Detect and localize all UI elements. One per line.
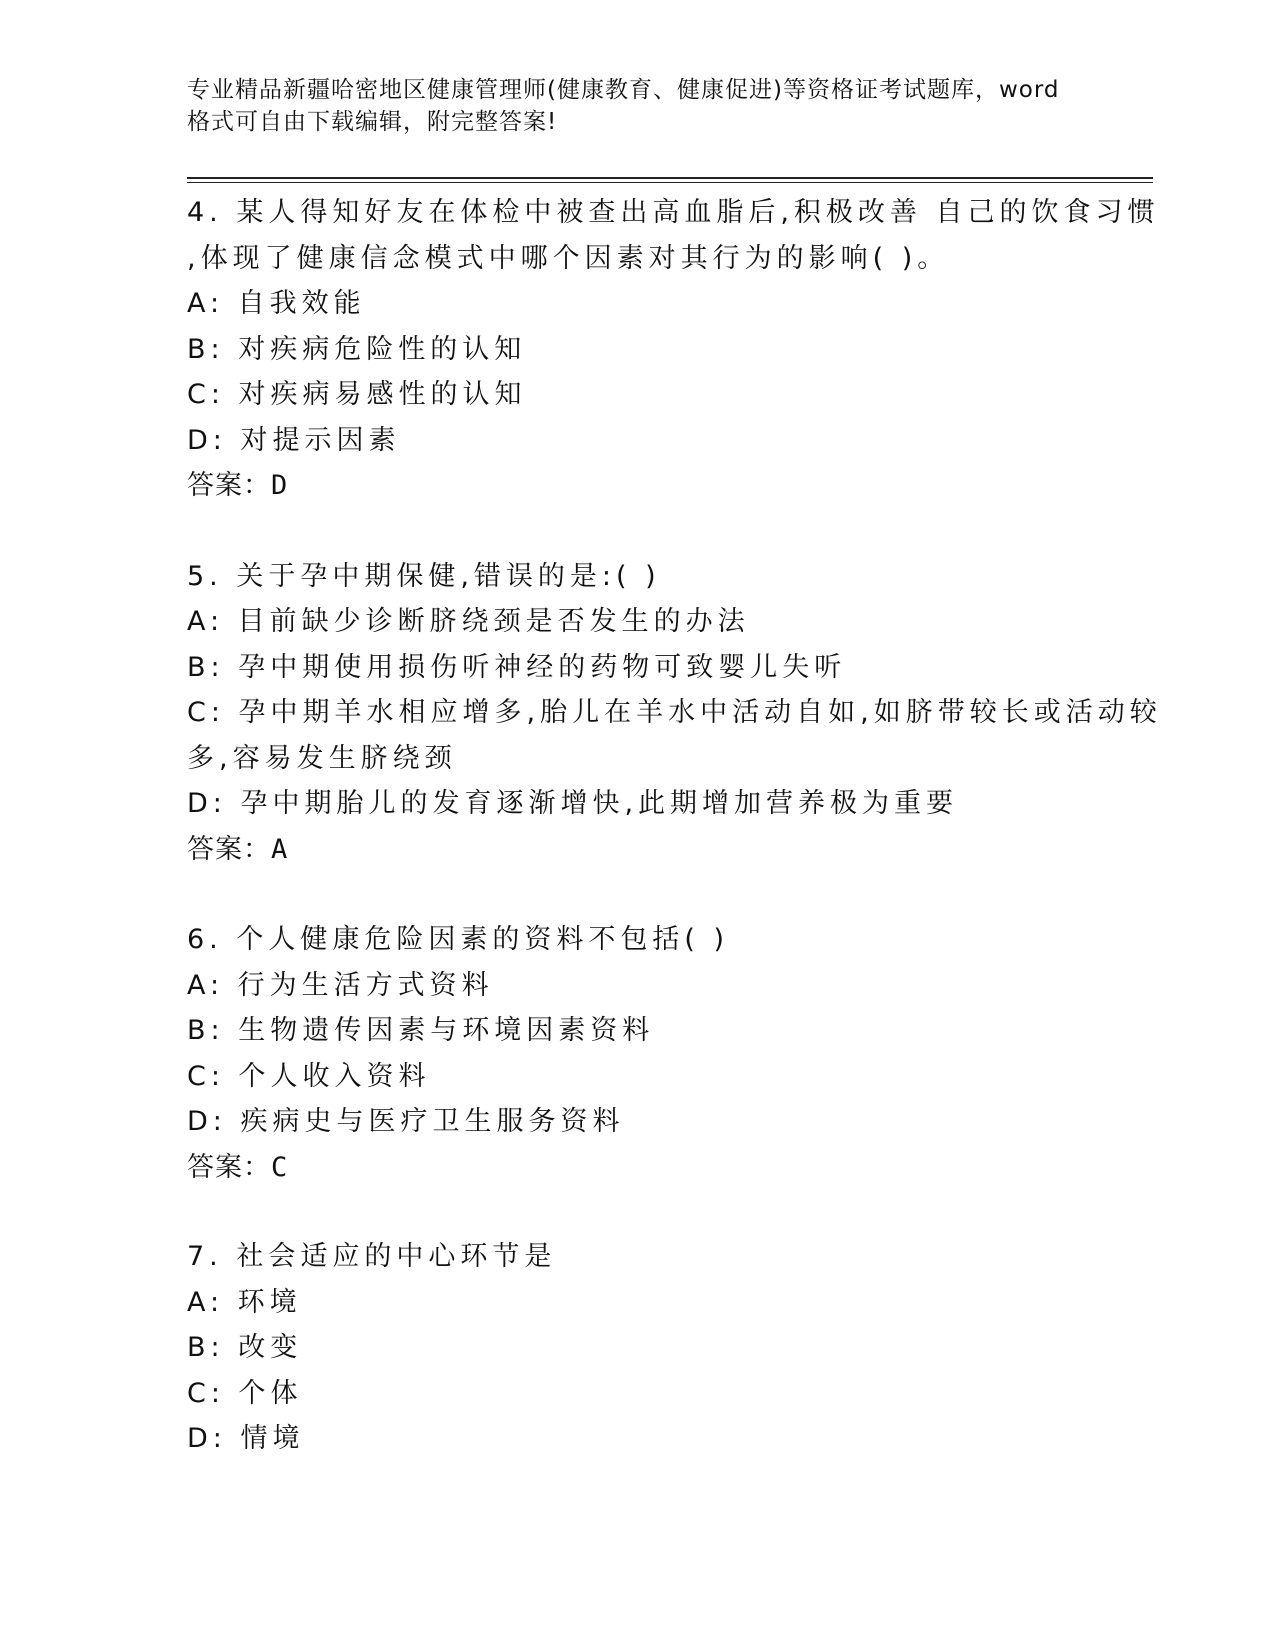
option-d: D: 孕中期胎儿的发育逐渐增快,此期增加营养极为重要 <box>187 788 959 819</box>
spacer <box>187 1190 1087 1234</box>
option-d: D: 对提示因素 <box>187 424 401 456</box>
question-block-7 <box>187 1234 1087 1462</box>
header-divider-thick <box>187 177 1153 179</box>
answer-value: C <box>271 1151 288 1183</box>
answer-label: 答案： <box>187 833 271 865</box>
question-block-6 <box>187 917 1087 1190</box>
option-b: B: 生物遗传因素与环境因素资料 <box>187 1015 655 1046</box>
document-header <box>187 74 1087 138</box>
option-c: C: 对疾病易感性的认知 <box>187 379 527 410</box>
option-b: B: 改变 <box>187 1332 303 1363</box>
option-c: C: 个人收入资料 <box>187 1060 431 1092</box>
answer-label: 答案： <box>187 470 271 501</box>
option-c: C: 孕中期羊水相应增多,胎儿在羊水中活动自如,如脐带较长或活动较 <box>187 697 1162 728</box>
question-list <box>187 190 1162 1462</box>
header-line-2: 格式可自由下载编辑，附完整答案! <box>187 109 558 135</box>
answer-line <box>187 1145 1087 1191</box>
option-d: D: 情境 <box>187 1423 305 1454</box>
question-stem: 6. 个人健康危险因素的资料不包括( ) <box>187 924 729 955</box>
answer-line <box>187 463 1087 509</box>
option-c: C: 个体 <box>187 1377 303 1409</box>
question-stem: 7. 社会适应的中心环节是 <box>187 1241 557 1272</box>
header-line-1: 专业精品新疆哈密地区健康管理师(健康教育、健康促进)等资格证考试题库，word <box>187 77 1060 103</box>
question-stem: 5. 关于孕中期保健,错误的是:( ) <box>187 560 661 592</box>
question-block-4 <box>187 190 1160 509</box>
option-d: D: 疾病史与医疗卫生服务资料 <box>187 1106 625 1137</box>
option-a: A: 目前缺少诊断脐绕颈是否发生的办法 <box>187 606 750 637</box>
spacer <box>187 872 1087 917</box>
option-a: A: 环境 <box>187 1286 302 1318</box>
question-block-5 <box>187 554 1162 873</box>
answer-label: 答案： <box>187 1151 271 1183</box>
spacer <box>187 509 1087 554</box>
option-a: A: 自我效能 <box>187 288 366 319</box>
question-stem: 4. 某人得知好友在体检中被查出高血脂后,积极改善 自己的饮食习惯 <box>187 197 1160 228</box>
option-c-continued: 多,容易发生脐绕颈 <box>187 742 457 774</box>
answer-value: D <box>271 470 288 501</box>
option-b: B: 对疾病危险性的认知 <box>187 333 527 365</box>
question-stem-continued: ,体现了健康信念模式中哪个因素对其行为的影响( )。 <box>187 242 950 274</box>
answer-value: A <box>271 833 288 865</box>
header-divider-thin <box>187 182 1153 183</box>
answer-line <box>187 827 1087 873</box>
option-a: A: 行为生活方式资料 <box>187 969 494 1001</box>
option-b: B: 孕中期使用损伤听神经的药物可致婴儿失听 <box>187 651 847 683</box>
